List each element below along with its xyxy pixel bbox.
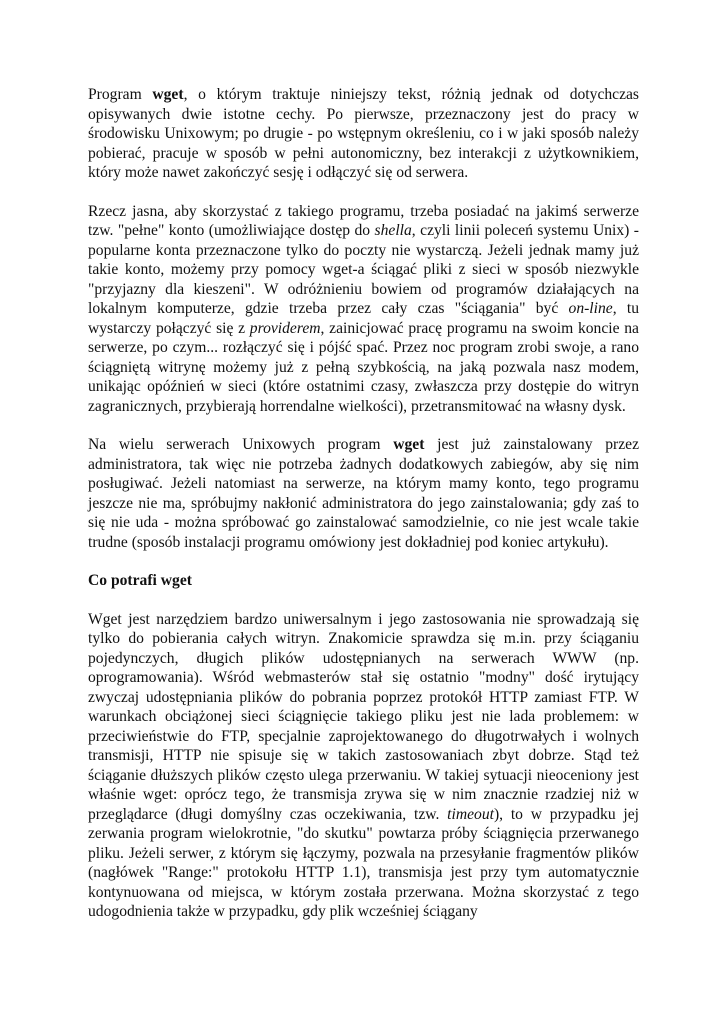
paragraph-4	[88, 610, 639, 922]
italic-text: on-line	[568, 300, 613, 317]
text-run: Program	[88, 86, 153, 103]
text-run: , o którym traktuje niniejszy tekst, różnią jednak od dotychczas opisywanych dwie istotne cechy. Po pierwsze, przeznaczony jest do pracy w środowisku Unixowym; po drugie - po wstępnym określeniu, co i w jaki sposób należy pobierać, pracuje w sposób w pełni autonomiczny, bez interakcji z użytkownikiem, który może nawet zakończyć sesję i odłączyć się od serwera.	[88, 86, 639, 181]
text-run: , zainicjować pracę programu na swoim koncie na serwerze, po czym... rozłączyć się i pójść spać. Przez noc program zrobi swoje, a rano ściągniętą witrynę możemy już z pełną szybkością, na jaką pozwala nasz modem, unikając opóźnień w sieci (które ostatnimi czasy, zwłaszcza przy dostępie do witryn zagranicznych, przybierają horrendalne wielkości), przetransmitować na własny dysk.	[88, 319, 639, 415]
text-run: Na wielu serwerach Unixowych program	[88, 436, 394, 453]
document-page	[88, 85, 639, 941]
text-run: Rzecz jasna, aby skorzystać z takiego programu, trzeba posiadać na jakimś serwerze tzw. "pełne" konto (umożliwiające dostęp do	[88, 202, 639, 239]
paragraph-3	[88, 435, 639, 552]
italic-text: shella	[374, 222, 412, 239]
italic-text: timeout	[447, 805, 494, 823]
bold-text: wget	[152, 86, 184, 103]
section-heading: Co potrafi wget	[88, 572, 192, 589]
text-run: ), to w przypadku jej zerwania program wielokrotnie, "do skutku" powtarza próby ściągnięcia przerwanego pliku. Jeżeli serwer, z którym się łączymy, pozwala na przesyłanie fragmentów plików (nagłówek "Range:" protokołu HTTP 1.1), transmisja jest przy tym automatycznie kontynuowana od miejsca, w którym została przerwana. Można skorzystać z tego udogodnienia także w przypadku, gdy plik wcześniej ściągany	[88, 805, 639, 920]
paragraph-1	[88, 85, 639, 183]
bold-text: wget	[393, 436, 425, 453]
text-run: Wget jest narzędziem bardzo uniwersalnym i jego zastosowania nie sprowadzają się tylko do pobierania całych witryn. Znakomicie sprawdza się m.in. przy ściąganiu pojedynczych, długich plików udostępnianych na serwerach WWW (np. oprogramowania). Wśród webmasterów stał się ostatnio "modny" dość irytujący zwyczaj udostępniania plików do pobrania poprzez protokół HTTP zamiast FTP. W warunkach obciążonej sieci ściągnięcie takiego pliku jest nie lada problemem: w przeciwieństwie do FTP, specjalnie zaprojektowanego do długotrwałych i wolnych transmisji, HTTP nie spisuje się w takich zastosowaniach zbyt dobrze. Stąd też ściąganie dłuższych plików często ulega przerwaniu. W takiej sytuacji nieoceniony jest właśnie wget: oprócz tego, że transmisja zrywa się w nim znacznie rzadziej niż w przeglądarce (długi domyślny czas oczekiwania, tzw.	[88, 610, 639, 823]
paragraph-2	[88, 202, 639, 417]
text-run: , tu wystarczy połączyć się z	[88, 300, 639, 337]
text-run: jest już zainstalowany przez administratora, tak więc nie potrzeba żadnych dodatkowych zabiegów, aby się nim posługiwać. Jeżeli natomiast na serwerze, na którym mamy konto, tego programu jeszcze nie ma, spróbujmy nakłonić administratora do jego zainstalowania; gdy zaś to się nie uda - można spróbować go zainstalować samodzielnie, co nie jest wcale takie trudne (sposób instalacji programu omówiony jest dokładniej pod koniec artykułu).	[88, 436, 639, 551]
italic-text: providerem	[249, 319, 321, 337]
text-run: , czyli linii poleceń systemu Unix) - popularne konta przeznaczone tylko do poczty nie wystarczą. Jeżeli jednak mamy już takie konto, możemy przy pomocy wget-a ściągać pliki z sieci w sposób niezwykle "przyjazny dla kieszeni". W odróżnieniu bowiem od programów działających na lokalnym komputerze, gdzie trzeba przez cały czas "ściągania" być	[88, 222, 639, 317]
